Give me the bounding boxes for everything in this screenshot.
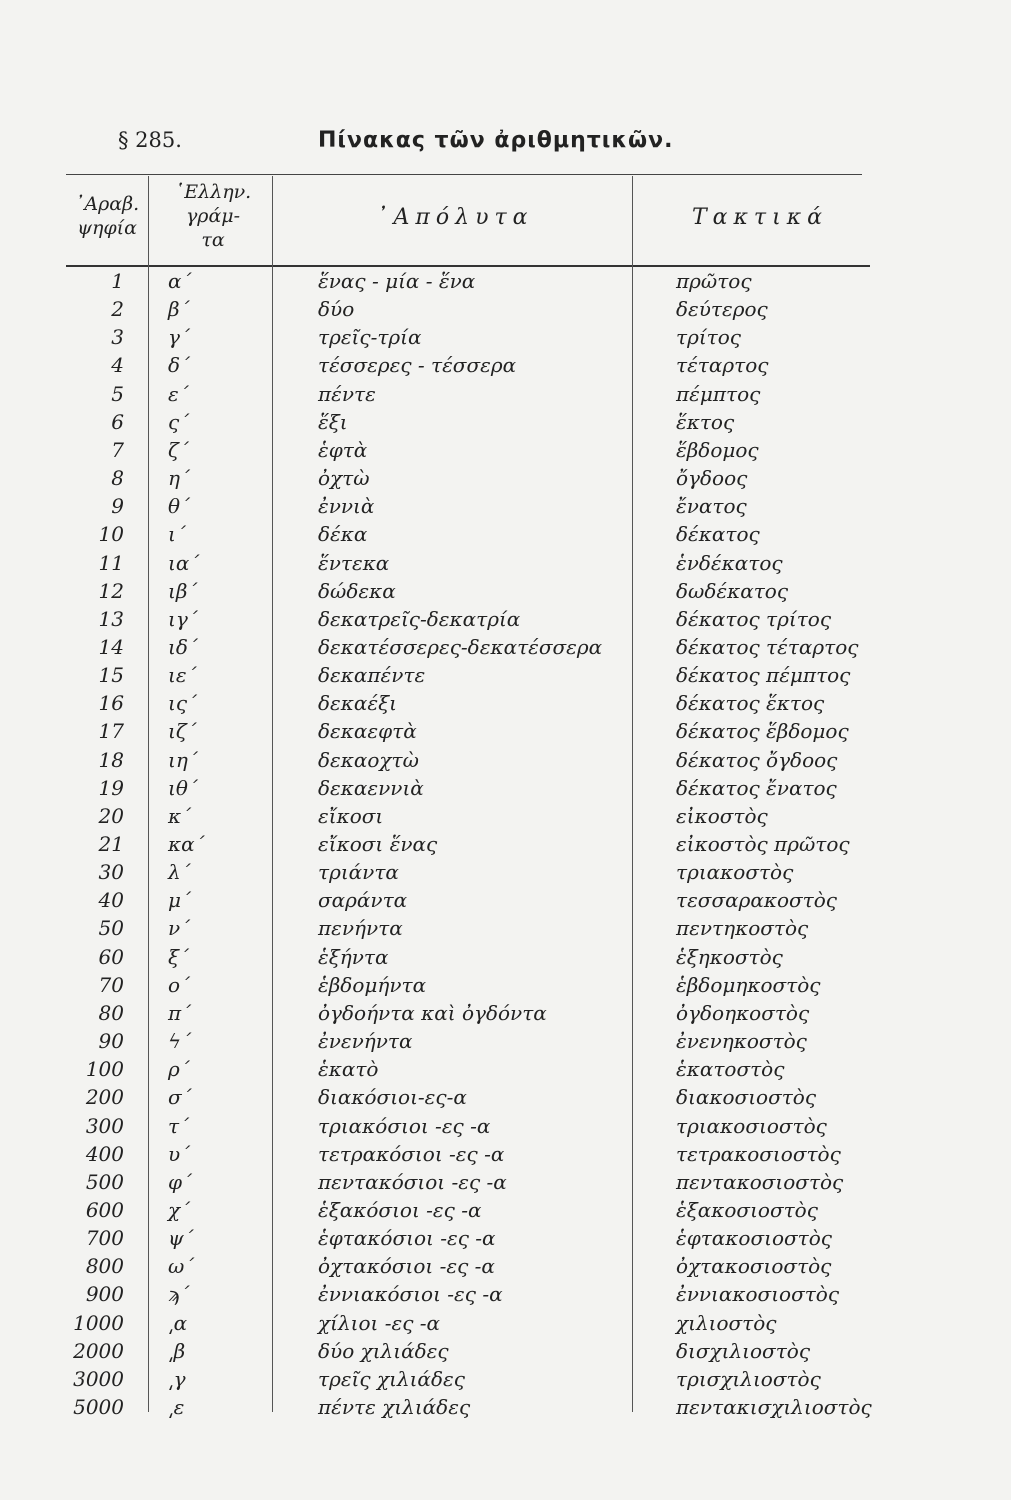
- ordinal-word: πεντακοσιοστὸς: [676, 1169, 844, 1194]
- arabic-numeral: 40: [98, 888, 124, 913]
- ordinal-word: τεσσαρακοστὸς: [676, 888, 837, 913]
- arabic-numeral: 90: [98, 1029, 124, 1054]
- greek-numeral: ͵β: [168, 1338, 186, 1363]
- ordinal-word: ἑξακοσιοστὸς: [676, 1197, 818, 1222]
- arabic-numeral: 5000: [73, 1395, 124, 1419]
- ordinal-word: δέκατος τέταρτος: [676, 634, 859, 659]
- cardinal-word: δεκατέσσερες-δεκατέσσερα: [318, 634, 603, 659]
- greek-numeral: ϡ΄: [168, 1282, 190, 1307]
- table-row: [0, 747, 1011, 775]
- table-row: [0, 662, 1011, 690]
- ordinal-word: χιλιοστὸς: [676, 1310, 777, 1335]
- ordinal-word: δέκατος τρίτος: [676, 606, 832, 631]
- arabic-numeral: 1000: [73, 1310, 124, 1335]
- arabic-numeral: 16: [98, 691, 124, 716]
- cardinal-word: τριάντα: [318, 860, 399, 885]
- greek-numeral: φ΄: [168, 1169, 193, 1194]
- table-row: [0, 915, 1011, 943]
- greek-numeral: β΄: [168, 297, 190, 322]
- table-row: [0, 803, 1011, 831]
- ordinal-word: τριακοσιοστὸς: [676, 1113, 827, 1138]
- table-row: [0, 521, 1011, 549]
- greek-numeral: ε΄: [168, 381, 189, 406]
- arabic-numeral: 500: [85, 1169, 124, 1194]
- cardinal-word: τετρακόσιοι -ες -α: [318, 1141, 505, 1166]
- arabic-numeral: 30: [98, 860, 124, 885]
- table-row: [0, 1366, 1011, 1394]
- cardinal-word: ἕνας - μία - ἕνα: [318, 269, 476, 293]
- greek-numeral: σ΄: [168, 1085, 192, 1110]
- arabic-numeral: 50: [98, 916, 124, 941]
- cardinal-word: δώδεκα: [318, 578, 396, 603]
- header-arabic-line1: ᾿Αραβ.: [74, 193, 140, 215]
- cardinal-word: ἕξι: [318, 409, 348, 434]
- greek-numeral: ζ΄: [168, 437, 189, 462]
- table-row: [0, 718, 1011, 746]
- table-row: [0, 775, 1011, 803]
- table-row: [0, 1113, 1011, 1141]
- ordinal-word: ἑβδομηκοστὸς: [676, 972, 821, 997]
- ordinal-word: δεύτερος: [676, 297, 768, 322]
- greek-numeral: ψ΄: [168, 1226, 194, 1251]
- ordinal-word: ἑφτακοσιοστὸς: [676, 1226, 832, 1251]
- cardinal-word: δεκαεφτὰ: [318, 719, 417, 744]
- greek-numeral: ω΄: [168, 1254, 195, 1279]
- cardinal-word: ὀχτακόσιοι -ες -α: [318, 1254, 495, 1279]
- ordinal-word: ἕκτος: [676, 409, 735, 434]
- ordinal-word: εἰκοστὸς πρῶτος: [676, 832, 850, 856]
- table-row: [0, 324, 1011, 352]
- arabic-numeral: 400: [85, 1141, 124, 1166]
- cardinal-word: ὀχτὼ: [318, 466, 370, 491]
- ordinal-word: δέκατος ἕκτος: [676, 691, 825, 716]
- arabic-numeral: 700: [85, 1226, 124, 1251]
- arabic-numeral: 600: [85, 1197, 124, 1222]
- arabic-numeral: 9: [111, 494, 124, 519]
- cardinal-word: πέντε: [318, 381, 376, 406]
- arabic-numeral: 900: [85, 1282, 124, 1307]
- table-row: [0, 859, 1011, 887]
- greek-numeral: ιθ΄: [168, 775, 198, 800]
- cardinal-word: ἑξήντα: [318, 944, 389, 969]
- header-ordinal: Τακτικά: [691, 205, 829, 230]
- cardinal-word: πέντε χιλιάδες: [318, 1395, 471, 1419]
- header-arabic: [62, 192, 152, 240]
- greek-numeral: ιγ΄: [168, 606, 198, 631]
- cardinal-word: δύο χιλιάδες: [318, 1338, 449, 1363]
- header-greek-line1: ῾Ελλην.: [174, 181, 252, 203]
- cardinal-word: δέκα: [318, 522, 368, 547]
- cardinal-word: διακόσιοι-ες-α: [318, 1085, 467, 1110]
- table-row: [0, 690, 1011, 718]
- ordinal-word: ὀχτακοσιοστὸς: [676, 1254, 832, 1279]
- table-row: [0, 1169, 1011, 1197]
- header-greek: [158, 180, 268, 252]
- arabic-numeral: 7: [111, 437, 124, 462]
- arabic-numeral: 3000: [73, 1366, 124, 1391]
- cardinal-word: εἴκοσι: [318, 803, 384, 828]
- cardinal-word: ἑκατὸ: [318, 1057, 379, 1082]
- ordinal-word: διακοσιοστὸς: [676, 1085, 817, 1110]
- arabic-numeral: 300: [85, 1113, 124, 1138]
- table-row: [0, 1281, 1011, 1309]
- greek-numeral: ς΄: [168, 409, 190, 434]
- section-number: § 285.: [118, 128, 182, 152]
- greek-numeral: ια΄: [168, 550, 200, 575]
- greek-numeral: θ΄: [168, 494, 191, 519]
- table-row: [0, 296, 1011, 324]
- ordinal-word: δέκατος πέμπτος: [676, 663, 851, 688]
- greek-numeral: μ΄: [168, 888, 191, 913]
- ordinal-word: τρισχιλιοστὸς: [676, 1366, 821, 1391]
- greek-numeral: ιδ΄: [168, 634, 198, 659]
- table-row: [0, 352, 1011, 380]
- cardinal-word: πεντακόσιοι -ες -α: [318, 1169, 507, 1194]
- ordinal-word: ἑκατοστὸς: [676, 1057, 785, 1082]
- table-row: [0, 268, 1011, 296]
- cardinal-word: δεκαοχτὼ: [318, 747, 419, 772]
- table-row: [0, 1141, 1011, 1169]
- greek-numeral: ͵γ: [168, 1366, 186, 1391]
- table-row: [0, 1225, 1011, 1253]
- ordinal-word: δέκατος: [676, 522, 760, 547]
- ordinal-word: δέκατος ἔνατος: [676, 775, 837, 800]
- cardinal-word: ἑφτὰ: [318, 437, 368, 462]
- greek-numeral: π΄: [168, 1000, 192, 1025]
- table-row: [0, 831, 1011, 859]
- greek-numeral: λ΄: [168, 860, 191, 885]
- ordinal-word: δέκατος ὄγδοος: [676, 747, 838, 772]
- greek-numeral: ιβ΄: [168, 578, 198, 603]
- header-rule: [66, 265, 870, 267]
- greek-numeral: ιε΄: [168, 663, 197, 688]
- arabic-numeral: 5: [111, 381, 124, 406]
- ordinal-word: ἑνδέκατος: [676, 550, 783, 575]
- cardinal-word: τριακόσιοι -ες -α: [318, 1113, 491, 1138]
- cardinal-word: δύο: [318, 297, 355, 322]
- table-row: [0, 887, 1011, 915]
- ordinal-word: εἰκοστὸς: [676, 803, 768, 828]
- cardinal-word: ἐννιὰ: [318, 494, 375, 519]
- table-row: [0, 1338, 1011, 1366]
- arabic-numeral: 3: [111, 325, 124, 350]
- table-row: [0, 381, 1011, 409]
- greek-numeral: κα΄: [168, 832, 205, 856]
- ordinal-word: τέταρτος: [676, 353, 769, 378]
- header-cardinal: ᾿Απόλυτα: [376, 205, 534, 230]
- header-greek-line2: γράμ-: [185, 205, 241, 227]
- greek-numeral: ͵ε: [168, 1395, 185, 1419]
- arabic-numeral: 100: [85, 1057, 124, 1082]
- table-row: [0, 493, 1011, 521]
- greek-numeral: ν΄: [168, 916, 191, 941]
- table-row: [0, 634, 1011, 662]
- ordinal-word: ὄγδοος: [676, 466, 748, 491]
- greek-numeral: ο΄: [168, 972, 191, 997]
- ordinal-word: δωδέκατος: [676, 578, 789, 603]
- table-row: [0, 1394, 1011, 1422]
- table-row: [0, 1028, 1011, 1056]
- arabic-numeral: 20: [98, 803, 124, 828]
- cardinal-word: ὀγδοήντα καὶ ὀγδόντα: [318, 1000, 547, 1025]
- ordinal-word: πρῶτος: [676, 269, 752, 293]
- table-row: [0, 1056, 1011, 1084]
- table-row: [0, 465, 1011, 493]
- page-title: Πίνακας τῶν ἀριθμητικῶν.: [318, 128, 674, 153]
- greek-numeral: ͵α: [168, 1310, 188, 1335]
- ordinal-word: πέμπτος: [676, 381, 761, 406]
- arabic-numeral: 4: [111, 353, 124, 378]
- table-row: [0, 1197, 1011, 1225]
- header-arabic-line2: ψηφία: [77, 217, 137, 239]
- greek-numeral: χ΄: [168, 1197, 191, 1222]
- cardinal-word: ἐνενήντα: [318, 1029, 413, 1054]
- greek-numeral: ρ΄: [168, 1057, 190, 1082]
- table-row: [0, 409, 1011, 437]
- cardinal-word: πενήντα: [318, 916, 403, 941]
- greek-numeral: τ΄: [168, 1113, 190, 1138]
- arabic-numeral: 6: [111, 409, 124, 434]
- table-row: [0, 1253, 1011, 1281]
- table-row: [0, 578, 1011, 606]
- table-row: [0, 1000, 1011, 1028]
- arabic-numeral: 15: [98, 663, 124, 688]
- cardinal-word: σαράντα: [318, 888, 408, 913]
- arabic-numeral: 8: [111, 466, 124, 491]
- cardinal-word: δεκαπέντε: [318, 663, 426, 688]
- table-row: [0, 1310, 1011, 1338]
- greek-numeral: υ΄: [168, 1141, 191, 1166]
- ordinal-word: ἐνενηκοστὸς: [676, 1029, 807, 1054]
- cardinal-word: δεκαέξι: [318, 691, 397, 716]
- header-greek-line3: τα: [201, 229, 225, 251]
- arabic-numeral: 80: [98, 1000, 124, 1025]
- arabic-numeral: 2: [111, 297, 124, 322]
- cardinal-word: εἴκοσι ἕνας: [318, 832, 438, 856]
- ordinal-word: ἑξηκοστὸς: [676, 944, 783, 969]
- arabic-numeral: 70: [98, 972, 124, 997]
- greek-numeral: α΄: [168, 269, 192, 293]
- ordinal-word: δέκατος ἕβδομος: [676, 719, 849, 744]
- greek-numeral: ι΄: [168, 522, 186, 547]
- ordinal-word: τρίτος: [676, 325, 741, 350]
- ordinal-word: ἔνατος: [676, 494, 747, 519]
- arabic-numeral: 12: [98, 578, 124, 603]
- cardinal-word: ἑβδομήντα: [318, 972, 427, 997]
- arabic-numeral: 14: [98, 634, 124, 659]
- cardinal-word: ἕντεκα: [318, 550, 390, 575]
- greek-numeral: ϟ΄: [168, 1029, 192, 1054]
- greek-numeral: κ΄: [168, 803, 192, 828]
- greek-numeral: γ΄: [168, 325, 190, 350]
- greek-numeral: ις΄: [168, 691, 198, 716]
- page-heading: [118, 128, 878, 164]
- arabic-numeral: 18: [98, 747, 124, 772]
- arabic-numeral: 19: [98, 775, 124, 800]
- arabic-numeral: 13: [98, 606, 124, 631]
- ordinal-word: ἕβδομος: [676, 437, 759, 462]
- table-row: [0, 437, 1011, 465]
- arabic-numeral: 800: [85, 1254, 124, 1279]
- arabic-numeral: 17: [98, 719, 124, 744]
- table-row: [0, 944, 1011, 972]
- arabic-numeral: 2000: [73, 1338, 124, 1363]
- ordinal-word: τριακοστὸς: [676, 860, 794, 885]
- cardinal-word: τρεῖς-τρία: [318, 325, 422, 350]
- table-row: [0, 606, 1011, 634]
- arabic-numeral: 21: [98, 832, 124, 856]
- cardinal-word: ἐννιακόσιοι -ες -α: [318, 1282, 503, 1307]
- ordinal-word: πεντακισχιλιοστὸς: [676, 1395, 872, 1419]
- ordinal-word: ἐννιακοσιοστὸς: [676, 1282, 840, 1307]
- arabic-numeral: 10: [98, 522, 124, 547]
- cardinal-word: ἑξακόσιοι -ες -α: [318, 1197, 482, 1222]
- cardinal-word: τρεῖς χιλιάδες: [318, 1366, 465, 1391]
- table-row: [0, 1084, 1011, 1112]
- arabic-numeral: 11: [98, 550, 124, 575]
- cardinal-word: χίλιοι -ες -α: [318, 1310, 441, 1335]
- top-rule: [66, 174, 862, 175]
- greek-numeral: ιη΄: [168, 747, 198, 772]
- arabic-numeral: 200: [85, 1085, 124, 1110]
- ordinal-word: ὀγδοηκοστὸς: [676, 1000, 810, 1025]
- cardinal-word: ἑφτακόσιοι -ες -α: [318, 1226, 496, 1251]
- ordinal-word: δισχιλιοστὸς: [676, 1338, 811, 1363]
- table-row: [0, 550, 1011, 578]
- cardinal-word: δεκατρεῖς-δεκατρία: [318, 606, 521, 631]
- arabic-numeral: 60: [98, 944, 124, 969]
- cardinal-word: τέσσερες - τέσσερα: [318, 353, 517, 378]
- greek-numeral: η΄: [168, 466, 190, 491]
- cardinal-word: δεκαεννιὰ: [318, 775, 424, 800]
- table-row: [0, 972, 1011, 1000]
- arabic-numeral: 1: [111, 269, 124, 293]
- ordinal-word: τετρακοσιοστὸς: [676, 1141, 841, 1166]
- greek-numeral: ξ΄: [168, 944, 190, 969]
- ordinal-word: πεντηκοστὸς: [676, 916, 809, 941]
- greek-numeral: δ΄: [168, 353, 191, 378]
- greek-numeral: ιζ΄: [168, 719, 197, 744]
